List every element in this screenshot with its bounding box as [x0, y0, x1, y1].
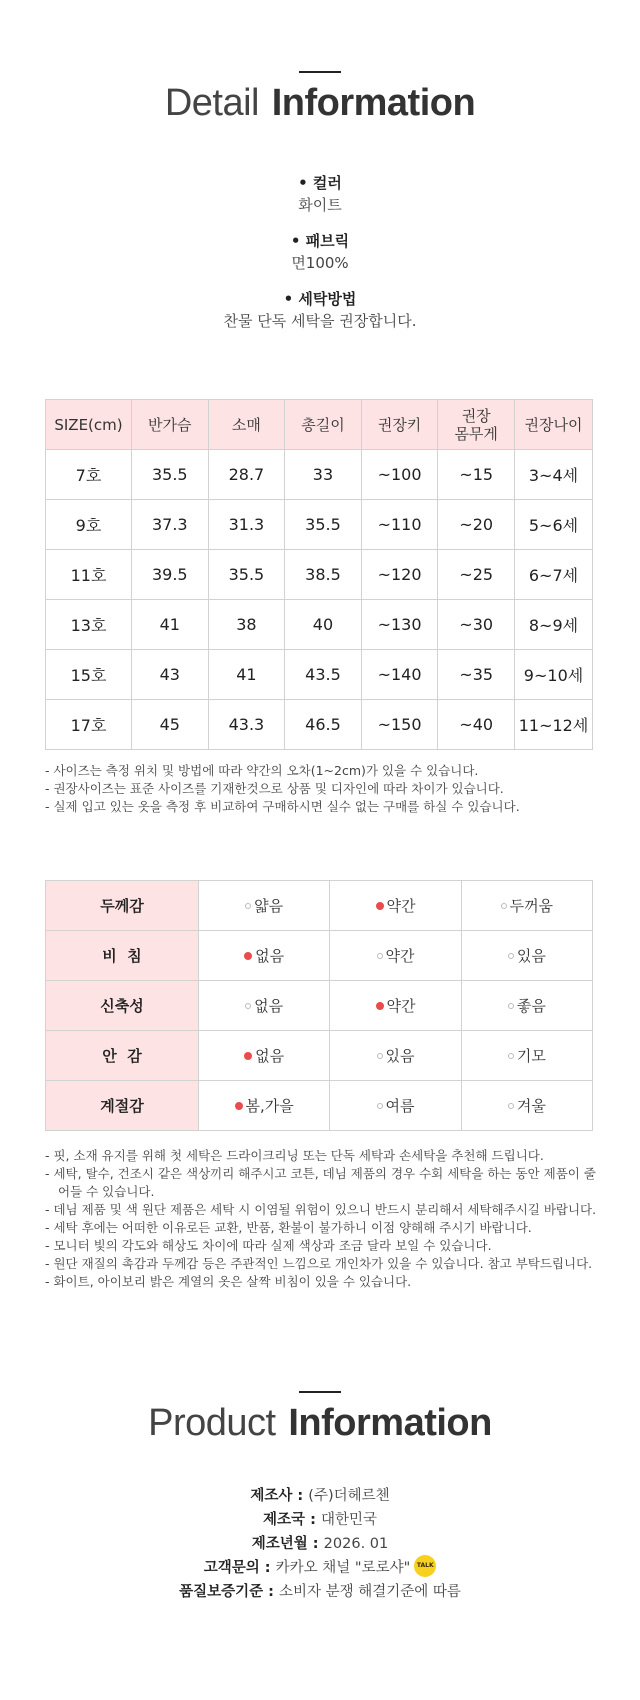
- feel-option-label: 없음: [255, 1047, 285, 1065]
- size-cell-label: 13호: [46, 600, 132, 650]
- spec-value: 화이트: [298, 196, 342, 214]
- care-note: - 세탁 후에는 어떠한 이유로든 교환, 반품, 환불이 불가하니 이점 양해해 주시기 바랍니다.: [45, 1220, 532, 1235]
- feel-option-label: 얇음: [254, 897, 284, 915]
- size-cell: ~20: [438, 500, 515, 550]
- feel-label: 계절감: [46, 1081, 199, 1131]
- header-age: 권장나이: [515, 400, 593, 450]
- feel-option: [199, 931, 330, 981]
- unselected-dot-icon: [508, 1053, 514, 1059]
- unselected-dot-icon: [501, 903, 507, 909]
- info-value: 카카오 채널 "로로샤": [275, 1560, 411, 1576]
- info-key: 제조사 :: [250, 1488, 309, 1504]
- care-note: - 세탁, 탈수, 건조시 같은 색상끼리 해주시고 코튼, 데님 제품의 경우 수회 세탁을 하는 동안 제품이 줄어들 수 있습니다.: [45, 1166, 596, 1199]
- info-date: [0, 1532, 640, 1556]
- spec-list: [0, 172, 640, 346]
- size-cell-label: 17호: [46, 700, 132, 750]
- feel-row: [46, 881, 593, 931]
- size-cell: 28.7: [208, 450, 285, 500]
- feel-option-label: 기모: [516, 1047, 546, 1065]
- size-note: - 사이즈는 측정 위치 및 방법에 따라 약간의 오차(1~2cm)가 있을 수 있습니다.: [45, 763, 479, 778]
- unselected-dot-icon: [245, 1003, 251, 1009]
- feel-option: [330, 981, 461, 1031]
- info-value: (주)더헤르첸: [308, 1488, 390, 1504]
- size-cell: ~25: [438, 550, 515, 600]
- header-weight-line1: 권장: [461, 406, 491, 425]
- header-sleeve: 소매: [208, 400, 285, 450]
- header-size: SIZE(cm): [46, 400, 132, 450]
- feel-option-label: 없음: [254, 997, 284, 1015]
- size-cell: ~100: [361, 450, 438, 500]
- size-cell: 11~12세: [515, 700, 593, 750]
- info-key: 제조년월 :: [251, 1536, 324, 1552]
- size-cell: 38: [208, 600, 285, 650]
- size-cell: 8~9세: [515, 600, 593, 650]
- size-cell: 35.5: [285, 500, 362, 550]
- size-cell: 35.5: [208, 550, 285, 600]
- size-cell: 43.3: [208, 700, 285, 750]
- product-title: [0, 1400, 640, 1445]
- size-row: [46, 550, 593, 600]
- care-note: - 핏, 소재 유지를 위해 첫 세탁은 드라이크리닝 또는 단독 세탁과 손세탁을 추천해 드립니다.: [45, 1148, 544, 1163]
- info-key: 품질보증기준 :: [179, 1584, 279, 1600]
- info-warranty: [0, 1580, 640, 1604]
- care-note: - 모니터 빛의 각도와 해상도 차이에 따라 실제 색상과 조금 달라 보일 수 있습니다.: [45, 1238, 492, 1253]
- selected-dot-icon: [235, 1102, 243, 1110]
- feel-row: [46, 931, 593, 981]
- feel-option: [461, 931, 592, 981]
- size-cell: 33: [285, 450, 362, 500]
- feel-row: [46, 1081, 593, 1131]
- size-cell-label: 7호: [46, 450, 132, 500]
- size-cell: 31.3: [208, 500, 285, 550]
- unselected-dot-icon: [245, 903, 251, 909]
- feel-option-label: 약간: [386, 997, 416, 1015]
- size-cell: 38.5: [285, 550, 362, 600]
- feel-option: [199, 1031, 330, 1081]
- size-row: [46, 650, 593, 700]
- feel-option: [199, 1081, 330, 1131]
- selected-dot-icon: [244, 1052, 252, 1060]
- size-cell: 6~7세: [515, 550, 593, 600]
- care-notes: [45, 1147, 605, 1291]
- size-cell: 43: [132, 650, 209, 700]
- info-key: 고객문의 :: [203, 1560, 276, 1576]
- size-cell: ~40: [438, 700, 515, 750]
- size-cell-label: 11호: [46, 550, 132, 600]
- header-chest: 반가슴: [132, 400, 209, 450]
- feel-row: [46, 1031, 593, 1081]
- feel-option: [330, 1031, 461, 1081]
- info-manufacturer: [0, 1484, 640, 1508]
- header-length: 총길이: [285, 400, 362, 450]
- feel-option-label: 없음: [255, 947, 285, 965]
- feel-option-label: 좋음: [516, 997, 546, 1015]
- size-cell-label: 9호: [46, 500, 132, 550]
- size-cell: 39.5: [132, 550, 209, 600]
- selected-dot-icon: [244, 952, 252, 960]
- size-row: [46, 450, 593, 500]
- detail-title-bold: Information: [271, 82, 476, 124]
- size-cell: 9~10세: [515, 650, 593, 700]
- spec-washing: [0, 288, 640, 332]
- care-note: - 화이트, 아이보리 밝은 계열의 옷은 살짝 비침이 있을 수 있습니다.: [45, 1274, 412, 1289]
- size-cell: ~130: [361, 600, 438, 650]
- detail-title: [0, 80, 640, 125]
- care-note: - 데님 제품 및 색 원단 제품은 세탁 시 이염될 위험이 있으니 반드시 분리해서 세탁해주시길 바랍니다.: [45, 1202, 597, 1217]
- header-weight-line2: 몸무게: [454, 424, 498, 443]
- unselected-dot-icon: [508, 1103, 514, 1109]
- size-cell: ~110: [361, 500, 438, 550]
- product-title-rule: [299, 1391, 341, 1393]
- detail-title-light: Detail: [164, 82, 259, 124]
- kakao-talk-icon[interactable]: TALK: [414, 1555, 436, 1577]
- size-cell: 37.3: [132, 500, 209, 550]
- feel-option: [199, 881, 330, 931]
- size-note: - 실제 입고 있는 옷을 측정 후 비교하여 구매하시면 실수 없는 구매를 하실 수 있습니다.: [45, 799, 520, 814]
- size-note: - 권장사이즈는 표준 사이즈를 기재한것으로 상품 및 디자인에 따라 차이가 있습니다.: [45, 781, 504, 796]
- spec-value: 면100%: [291, 254, 349, 272]
- size-row: [46, 700, 593, 750]
- size-cell: 35.5: [132, 450, 209, 500]
- size-table-header: [46, 400, 593, 450]
- feel-option: [461, 1081, 592, 1131]
- info-key: 제조국 :: [263, 1512, 321, 1528]
- feel-option-label: 봄,가을: [245, 1097, 294, 1115]
- feel-label: 안 감: [46, 1031, 199, 1081]
- feel-option: [330, 1081, 461, 1131]
- size-cell-label: 15호: [46, 650, 132, 700]
- info-value: 대한민국: [320, 1512, 377, 1528]
- spec-label: • 컬러: [298, 174, 342, 192]
- size-cell: 46.5: [285, 700, 362, 750]
- feel-option: [461, 981, 592, 1031]
- feel-option: [461, 1031, 592, 1081]
- feel-option-label: 있음: [385, 1047, 415, 1065]
- spec-fabric: [0, 230, 640, 274]
- spec-label: • 패브릭: [290, 232, 350, 250]
- feel-option: [199, 981, 330, 1031]
- feel-label: 신축성: [46, 981, 199, 1031]
- feel-option: [330, 931, 461, 981]
- feel-table: [45, 880, 593, 1131]
- size-cell: ~15: [438, 450, 515, 500]
- info-value: 소비자 분쟁 해결기준에 따름: [279, 1584, 461, 1600]
- feel-label: 비 침: [46, 931, 199, 981]
- size-cell: 5~6세: [515, 500, 593, 550]
- unselected-dot-icon: [377, 1103, 383, 1109]
- care-note: - 원단 재질의 촉감과 두께감 등은 주관적인 느낌으로 개인차가 있을 수 있습니다. 참고 부탁드립니다.: [45, 1256, 593, 1271]
- size-cell: 43.5: [285, 650, 362, 700]
- unselected-dot-icon: [508, 1003, 514, 1009]
- selected-dot-icon: [376, 902, 384, 910]
- product-title-light: Product: [148, 1402, 276, 1444]
- size-row: [46, 600, 593, 650]
- feel-option-label: 두꺼움: [509, 897, 554, 915]
- unselected-dot-icon: [377, 953, 383, 959]
- size-cell: ~140: [361, 650, 438, 700]
- size-cell: 41: [208, 650, 285, 700]
- size-notes: [45, 762, 605, 816]
- feel-option-label: 약간: [386, 897, 416, 915]
- size-table: [45, 399, 593, 750]
- feel-option: [461, 881, 592, 931]
- size-cell: 40: [285, 600, 362, 650]
- header-height: 권장키: [361, 400, 438, 450]
- size-cell: 45: [132, 700, 209, 750]
- feel-option-label: 여름: [385, 1097, 415, 1115]
- header-weight: [438, 400, 515, 450]
- info-contact: [0, 1556, 640, 1580]
- size-cell: ~120: [361, 550, 438, 600]
- feel-option-label: 있음: [516, 947, 546, 965]
- unselected-dot-icon: [377, 1053, 383, 1059]
- size-row: [46, 500, 593, 550]
- size-cell: ~35: [438, 650, 515, 700]
- spec-color: [0, 172, 640, 216]
- feel-option: [330, 881, 461, 931]
- product-title-bold: Information: [288, 1402, 492, 1444]
- size-cell: 3~4세: [515, 450, 593, 500]
- product-info: [0, 1484, 640, 1604]
- feel-row: [46, 981, 593, 1031]
- info-value: 2026. 01: [323, 1536, 389, 1552]
- size-cell: ~150: [361, 700, 438, 750]
- size-cell: ~30: [438, 600, 515, 650]
- selected-dot-icon: [376, 1002, 384, 1010]
- size-cell: 41: [132, 600, 209, 650]
- feel-label: 두께감: [46, 881, 199, 931]
- spec-value: 찬물 단독 세탁을 권장합니다.: [223, 312, 417, 330]
- feel-option-label: 겨울: [516, 1097, 546, 1115]
- info-country: [0, 1508, 640, 1532]
- detail-title-rule: [299, 71, 341, 73]
- spec-label: • 세탁방법: [283, 290, 357, 308]
- unselected-dot-icon: [508, 953, 514, 959]
- feel-option-label: 약간: [385, 947, 415, 965]
